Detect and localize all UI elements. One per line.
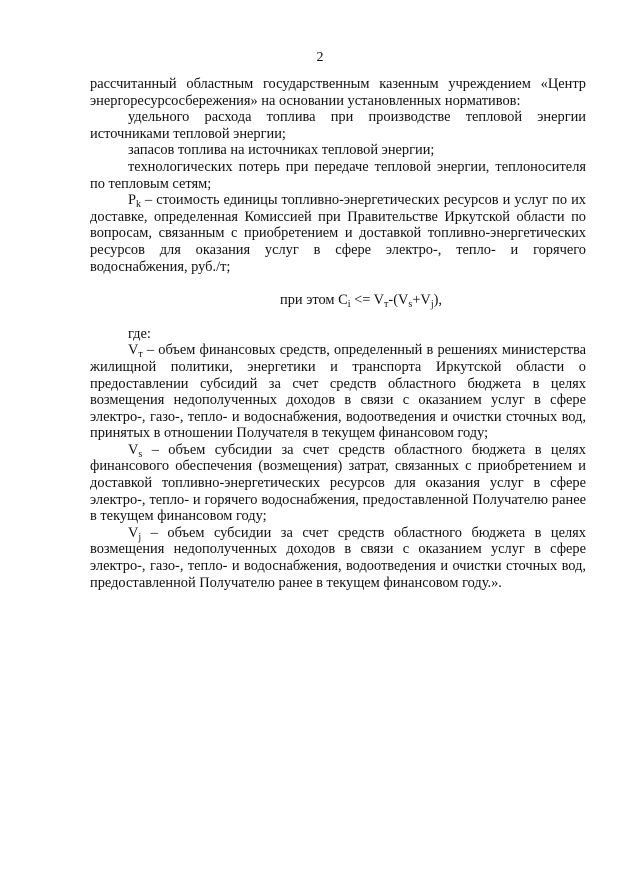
- symbol-p: P: [128, 192, 137, 209]
- symbol-v: V: [128, 342, 139, 359]
- paragraph-gde: где:: [128, 325, 151, 342]
- formula-mid3: +V: [412, 292, 431, 309]
- vt-text: – объем финансовых средств, определенный в решениях министерства жилищной политики, энергетики и транспорта Иркутской области о предоставлении субсидий за счет средств областного бюджета в целях возмещения недополученных доходов в связи с оказанием услуг в сфере электро-, газо-, тепло- и водоснабжения, водоотведения и очистки сточных вод, принятых в отношении Получателя в текущем финансовом году;: [90, 342, 586, 442]
- symbol-v: V: [128, 524, 139, 541]
- pk-text: – стоимость единицы топливно-энергетических ресурсов и услуг по их доставке, определенная Комиссией при Правительстве Иркутской области по вопросам, связанным с приобретением и доставкой топливно-энергетических ресурсов для оказания услуг в сфере электро-, тепло- и горячего водоснабжения, руб./т;: [90, 192, 586, 275]
- paragraph-fuel-reserves: запасов топлива на источниках тепловой энергии;: [128, 142, 435, 159]
- paragraph-fuel-consumption: удельного расхода топлива при производстве тепловой энергии источниками тепловой энергии;: [90, 109, 586, 142]
- formula-mid1: <= V: [350, 292, 385, 309]
- subscript-k: k: [136, 199, 142, 211]
- subscript-t: т: [138, 349, 143, 361]
- formula-line: [90, 292, 586, 309]
- page-number: 2: [316, 50, 324, 65]
- vj-text: – объем субсидии за счет средств областного бюджета в целях возмещения недополученных доходов в связи с оказанием услуг в сфере электро-, газо-, тепло- и водоснабжения, водоотведения и очистки сточных вод, предоставленной Получателю ранее в текущем финансовом году.».: [90, 524, 586, 591]
- vs-text: – объем субсидии за счет средств областного бюджета в целях финансового обеспечения (возмещения) затрат, связанных с приобретением и доставкой топливно-энергетических ресурсов для оказания услуг в сфере электро-, тепло- и горячего водоснабжения, предоставленной Получателю ранее в текущем финансовом году;: [90, 441, 586, 525]
- subscript-s: s: [138, 448, 143, 460]
- paragraph-pk-definition: [90, 192, 586, 275]
- formula-sub-s: s: [408, 299, 413, 311]
- formula-sub-j: j: [430, 299, 434, 311]
- formula-suffix: ),: [433, 292, 442, 309]
- formula-sub-i: i: [347, 299, 351, 311]
- document-body: [90, 76, 586, 591]
- formula-mid2: -(V: [388, 292, 409, 309]
- paragraph-vt-definition: [90, 342, 586, 442]
- formula-sub-t: т: [384, 299, 389, 311]
- paragraph-vs-definition: [90, 442, 586, 525]
- symbol-v: V: [128, 441, 139, 458]
- subscript-j: j: [138, 531, 142, 543]
- formula-prefix: при этом C: [280, 292, 348, 309]
- paragraph-vj-definition: [90, 525, 586, 591]
- paragraph-intro: рассчитанный областным государственным казенным учреждением «Центр энергоресурсосбережения» на основании установленных нормативов:: [90, 76, 586, 109]
- paragraph-tech-losses: технологических потерь при передаче тепловой энергии, теплоносителя по тепловым сетям;: [90, 158, 586, 192]
